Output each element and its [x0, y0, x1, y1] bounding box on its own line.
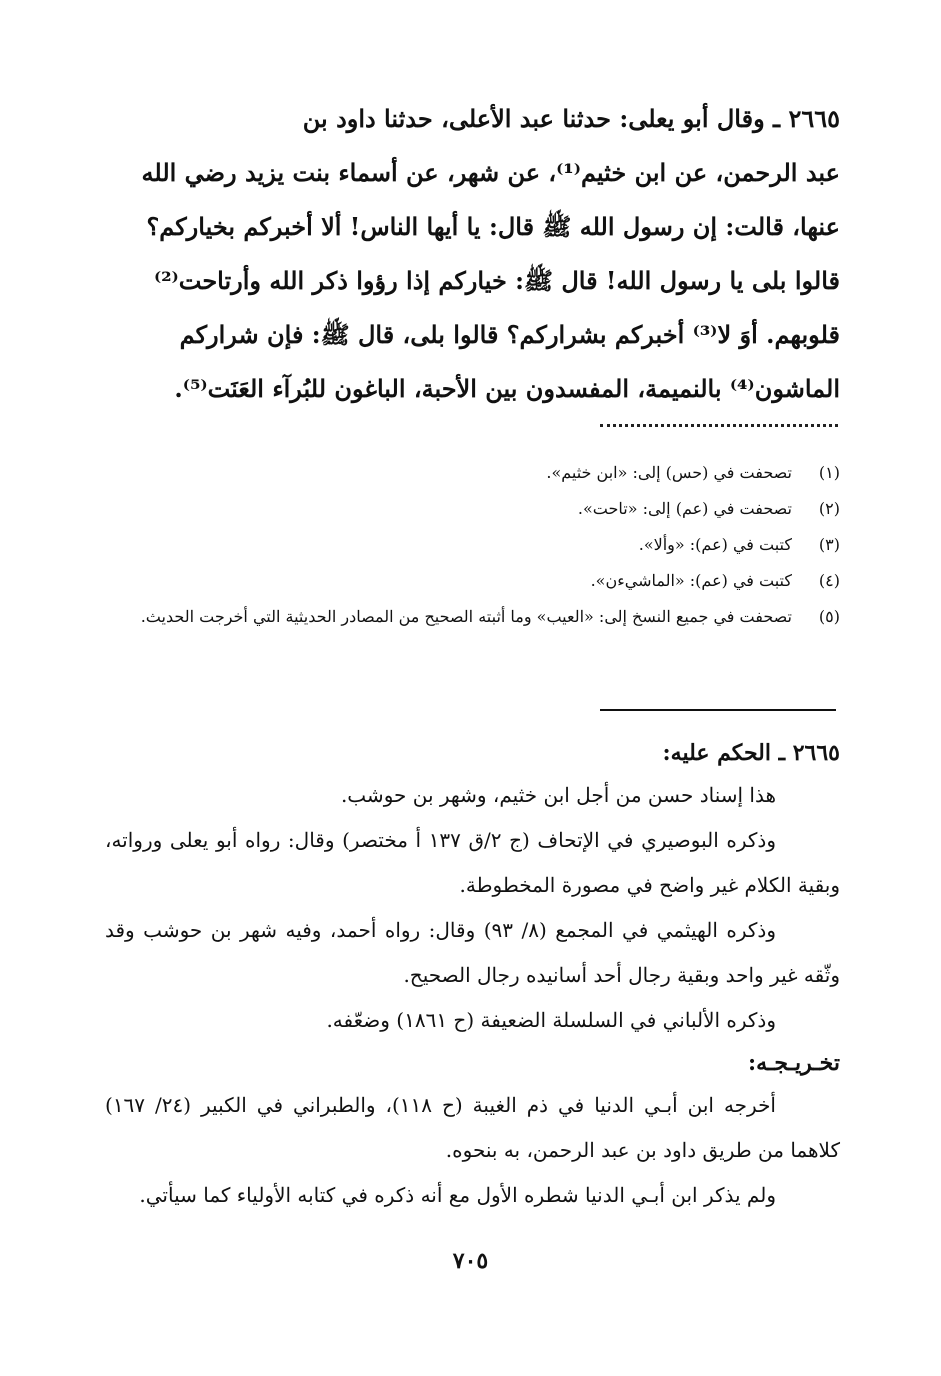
footnote-number: (١): [818, 463, 840, 482]
footnote: [105, 563, 840, 599]
main-text-line: قلوبهم. أوَ لا⁽³⁾ أخبركم بشراركم؟ قالوا بلى، قال ﷺ: فإن شراركم: [179, 320, 840, 349]
main-text-line: عبد الرحمن، عن ابن خثيم⁽¹⁾، عن شهر، عن أسماء بنت يزيد رضي الله: [141, 158, 840, 187]
page-number: ٧٠٥: [452, 1248, 489, 1274]
main-text-line: قالوا بلى يا رسول الله! قال ﷺ: خياركم إذا رؤوا ذكر الله وأرتاحت⁽²⁾: [153, 266, 840, 295]
section-rule: [600, 709, 836, 711]
takhrij-heading: تخـريـجـه:: [747, 1050, 840, 1076]
takhrij-paragraph: أخرجه ابن أبـي الدنيا في ذم الغيبة (ح ١١٨)، والطبراني في الكبير (٢٤/ ١٦٧) كلاهما من طريق داود بن عبد الرحمن، به بنحوه.: [105, 1093, 840, 1162]
ruling-paragraph: وذكره الألباني في السلسلة الضعيفة (ح ١٨٦١) وضعّفه.: [326, 1008, 776, 1032]
footnote-number: (٢): [818, 499, 840, 518]
footnote: [105, 491, 840, 527]
main-text-line: عنها، قالت: إن رسول الله ﷺ قال: يا أيها الناس! ألا أخبركم بخياركم؟: [146, 212, 840, 241]
footnote-text: تصحفت في (حس) إلى: «ابن خثيم».: [546, 463, 792, 482]
main-text-line: الماشون⁽⁴⁾ بالنميمة، المفسدون بين الأحبة، الباغون للبُرآء العَنَت⁽⁵⁾.: [174, 374, 840, 403]
main-text-line: ٢٦٦٥ ـ وقال أبو يعلى: حدثنا عبد الأعلى، حدثنا داود بن: [302, 104, 840, 133]
footnote-text: تصحفت في جميع النسخ إلى: «العيب» وما أثبته الصحيح من المصادر الحديثية التي أخرجت الحديث.: [140, 607, 792, 626]
footnote: [105, 455, 840, 491]
ruling-paragraph: وذكره البوصيري في الإتحاف (ج ٢/ق ١٣٧ أ مختصر) وقال: رواه أبو يعلى ورواته، وبقية الكلام غير واضح في مصورة المخطوطة.: [105, 828, 840, 897]
hadith-main-text: [105, 92, 840, 416]
footnote-text: كتبت في (عم): «وألا».: [638, 535, 792, 554]
ruling-heading: ٢٦٦٥ ـ الحكم عليه:: [662, 740, 840, 766]
footnote: [105, 599, 840, 635]
footnote-number: (٥): [818, 607, 840, 626]
footnote: [105, 527, 840, 563]
footnote-text: كتبت في (عم): «الماشيءن».: [590, 571, 792, 590]
footnote-number: (٤): [818, 571, 840, 590]
ruling-paragraph: وذكره الهيثمي في المجمع (٨/ ٩٣) وقال: رواه أحمد، وفيه شهر بن حوشب وقد وثّقه غير واحد وبقية رجال أحد أسانيده رجال الصحيح.: [105, 918, 840, 987]
footnote-text: تصحفت في (عم) إلى: «تاحت».: [577, 499, 792, 518]
footnotes: [105, 455, 840, 635]
takhrij-paragraph: ولم يذكر ابن أبـي الدنيا شطره الأول مع أنه ذكره في كتابه الأولياء كما سيأتي.: [139, 1183, 776, 1207]
ruling-paragraph: هذا إسناد حسن من أجل ابن خثيم، وشهر بن حوشب.: [340, 783, 776, 807]
ruling-and-takhrij: [105, 733, 840, 1218]
footnote-number: (٣): [818, 535, 840, 554]
dotted-separator: [600, 424, 838, 427]
